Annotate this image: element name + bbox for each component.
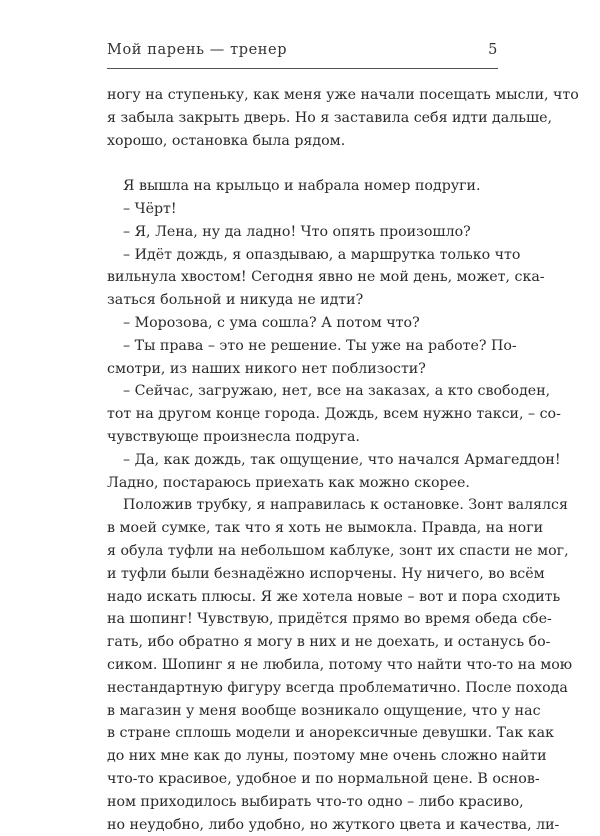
paragraph: [107, 198, 497, 221]
paragraph: [107, 175, 497, 198]
page-number: 5: [488, 42, 498, 58]
body-text: [107, 84, 497, 836]
text-line: чувствующе произнесла подруга.: [107, 426, 497, 449]
header-rule: [107, 68, 498, 69]
running-header: [107, 42, 498, 66]
text-line: но неудобно, либо удобно, но жуткого цвета и качества, ли-: [107, 814, 497, 836]
text-line: сиком. Шопинг я не любила, потому что найти что-то на мою: [107, 654, 497, 677]
text-line: я обула туфли на небольшом каблуке, зонт их спасти не мог,: [107, 540, 497, 563]
text-line: – Ты права – это не решение. Ты уже на работе? По-: [107, 335, 497, 358]
text-line: надо искать плюсы. Я же хотела новые – вот и пора сходить: [107, 586, 497, 609]
text-line: – Идёт дождь, я опаздываю, а маршрутка только что: [107, 244, 497, 267]
paragraph: [107, 380, 497, 448]
text-line: я забыла закрыть дверь. Но я заставила себя идти дальше,: [107, 107, 497, 130]
text-line: в стране сплошь модели и анорексичные девушки. Так как: [107, 722, 497, 745]
text-line: Положив трубку, я направилась к остановке. Зонт валялся: [107, 494, 497, 517]
text-line: тот на другом конце города. Дождь, всем нужно такси, – со-: [107, 403, 497, 426]
text-line: на шопинг! Чувствую, придётся прямо во время обеда сбе-: [107, 608, 497, 631]
paragraph-gap: [107, 152, 497, 175]
text-line: – Чёрт!: [107, 198, 497, 221]
text-line: Я вышла на крыльцо и набрала номер подруги.: [107, 175, 497, 198]
paragraph: [107, 84, 497, 152]
text-line: что-то красивое, удобное и по нормальной цене. В основ-: [107, 768, 497, 791]
text-line: смотри, из наших никого нет поблизости?: [107, 358, 497, 381]
text-line: – Да, как дождь, так ощущение, что начался Армагеддон!: [107, 449, 497, 472]
paragraph: [107, 335, 497, 381]
text-line: – Я, Лена, ну да ладно! Что опять произошло?: [107, 221, 497, 244]
text-line: ном приходилось выбирать что-то одно – либо красиво,: [107, 791, 497, 814]
text-line: нестандартную фигуру всегда проблематично. После похода: [107, 677, 497, 700]
paragraph: [107, 449, 497, 495]
paragraph: [107, 312, 497, 335]
text-line: в моей сумке, так что я хоть не вымокла. Правда, на ноги: [107, 517, 497, 540]
text-line: – Сейчас, загружаю, нет, все на заказах, а кто свободен,: [107, 380, 497, 403]
text-line: до них мне как до луны, поэтому мне очень сложно найти: [107, 745, 497, 768]
paragraph: [107, 221, 497, 244]
text-line: в магазин у меня вообще возникало ощущение, что у нас: [107, 700, 497, 723]
text-line: – Морозова, с ума сошла? А потом что?: [107, 312, 497, 335]
text-line: заться больной и никуда не идти?: [107, 289, 497, 312]
text-line: ногу на ступеньку, как меня уже начали посещать мысли, что: [107, 84, 497, 107]
text-line: гать, ибо обратно я могу в них и не доехать, и останусь бо-: [107, 631, 497, 654]
text-line: и туфли были безнадёжно испорчены. Ну ничего, во всём: [107, 563, 497, 586]
paragraph: [107, 494, 497, 836]
text-line: вильнула хвостом! Сегодня явно не мой день, может, ска-: [107, 266, 497, 289]
paragraph: [107, 244, 497, 312]
text-line: Ладно, постараюсь приехать как можно скорее.: [107, 472, 497, 495]
running-title: Мой парень — тренер: [107, 42, 287, 58]
text-line: хорошо, остановка была рядом.: [107, 130, 497, 153]
